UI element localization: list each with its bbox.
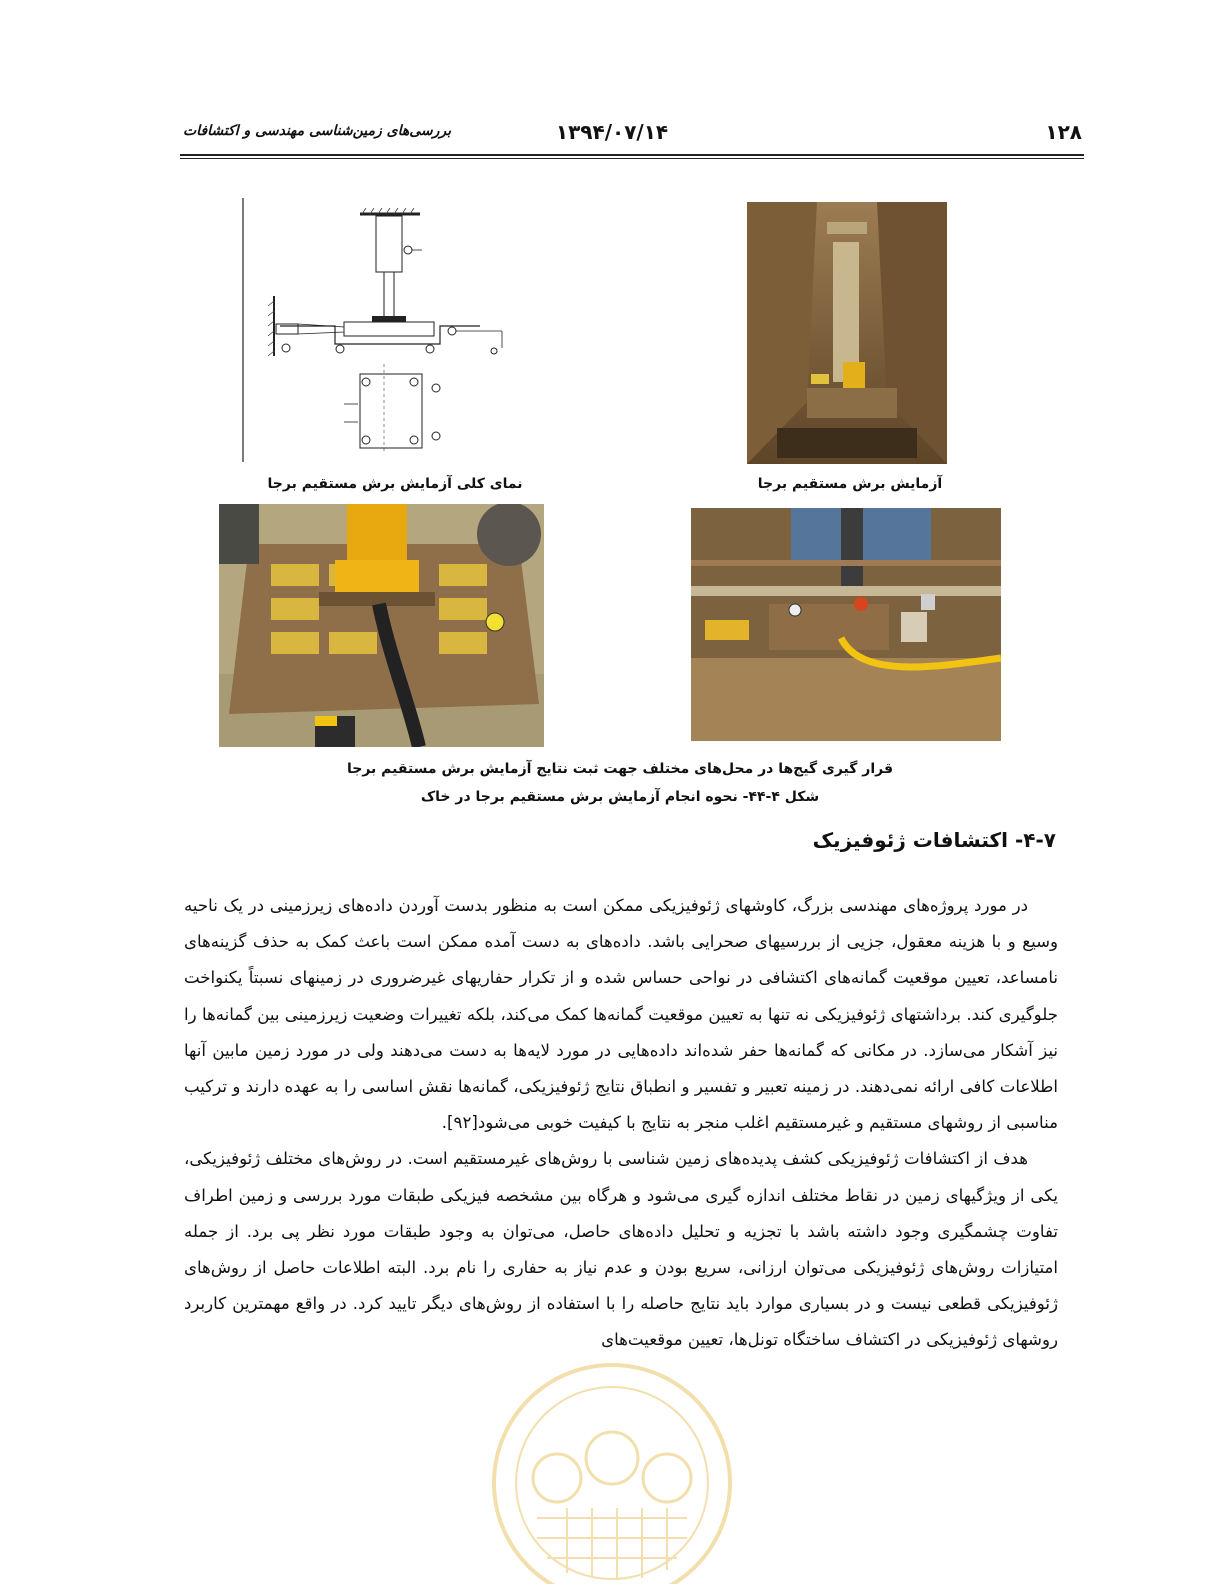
page-number: ۱۲۸ <box>1045 120 1082 144</box>
paragraph-1: در مورد پروژه‌های مهندسی بزرگ، کاوشهای ژئوفیزیکی ممکن است به منظور بدست آوردن داده‌های زیرزمینی در یک ناحیه وسیع و با هزینه معقول، جزیی از بررسیهای صحرایی باشد. داده‌های به دست آمده ممکن است باعث کمک به حذف گزینه‌های نامساعد، تعیین موقعیت گمانه‌های اکتشافی در نواحی حساس شده و از تکرار حفاریهای غیرضروری در زمینهای نسبتاً یکنواخت جلوگیری کند. برداشتهای ژئوفیزیکی نه تنها به تعیین موقعیت گمانه‌ها کمک می‌کند، بلکه تغییرات وضعیت زیرزمینی بین گمانه‌ها را نیز آشکار می‌سازد. در مکانی که گمانه‌ها حفر شده‌اند داده‌هایی در مورد لایه‌ها به دست می‌دهند ولی در مورد زمین مابین آنها اطلاعات کافی ارائه نمی‌دهند. در زمینه تعبیر و تفسیر و انطباق نتایج ژئوفیزیکی، گمانه‌ها نقش اساسی را به عهده دارند و ترکیب مناسبی از روشهای مستقیم و غیرمستقیم اغلب منجر به نتایج با کیفیت خوبی می‌شود[۹۲]. <box>184 896 1058 1133</box>
gauges-frame-photo <box>691 508 1001 741</box>
running-title: بررسی‌های زمین‌شناسی مهندسی و اکتشافات <box>183 123 452 139</box>
figure-caption: شکل ۴-۴۴- نحوه انجام آزمایش برش مستقیم برجا در خاک <box>420 789 820 805</box>
gauges-caption: قرار گیری گیج‌ها در محل‌های مختلف جهت ثبت نتایج آزمایش برش مستقیم برجا <box>346 761 894 777</box>
diagram-caption: نمای کلی آزمایش برش مستقیم برجا <box>267 476 523 492</box>
header-rule-thin <box>180 158 1084 159</box>
jack-closeup-photo <box>219 504 544 747</box>
shear-test-diagram <box>240 196 510 464</box>
paragraph-2: هدف از اکتشافات ژئوفیزیکی کشف پدیده‌های زمین شناسی با روش‌های غیرمستقیم است. در روش‌های مختلف ژئوفیزیکی، یکی از ویژگیهای زمین در نقاط مختلف اندازه گیری می‌شود و هرگاه بین مشخصه فیزیکی طبقات مورد بررسی و زمین اطراف تفاوت چشمگیری وجود داشته باشد با تجزیه و تحلیل داده‌های حاصل، می‌توان به وجود طبقات مورد نظر پی برد. از جمله امتیازات روش‌های ژئوفیزیکی می‌توان ارزانی، سریع بودن و عدم نیاز به حفاری را نام برد. البته اطلاعات حاصل از روش‌های ژئوفیزیکی قطعی نیست و در بسیاری موارد باید نتایج حاصله را با استفاده از روش‌های دیگر تایید کرد. در واقع مهمترین کاربرد روشهای ژئوفیزیکی در اکتشاف ساختگاه تونل‌ها، تعیین موقعیت‌های <box>184 1149 1058 1350</box>
body-text <box>184 888 1058 1359</box>
header-date: ۱۳۹۴/۰۷/۱۴ <box>555 120 669 144</box>
photo-caption: آزمایش برش مستقیم برجا <box>757 476 943 492</box>
shear-test-pit-photo <box>747 202 947 464</box>
section-title: ۴-۷- اکتشافات ژئوفیزیک <box>812 828 1056 852</box>
header-rule <box>180 154 1084 156</box>
watermark-seal <box>487 1358 737 1584</box>
